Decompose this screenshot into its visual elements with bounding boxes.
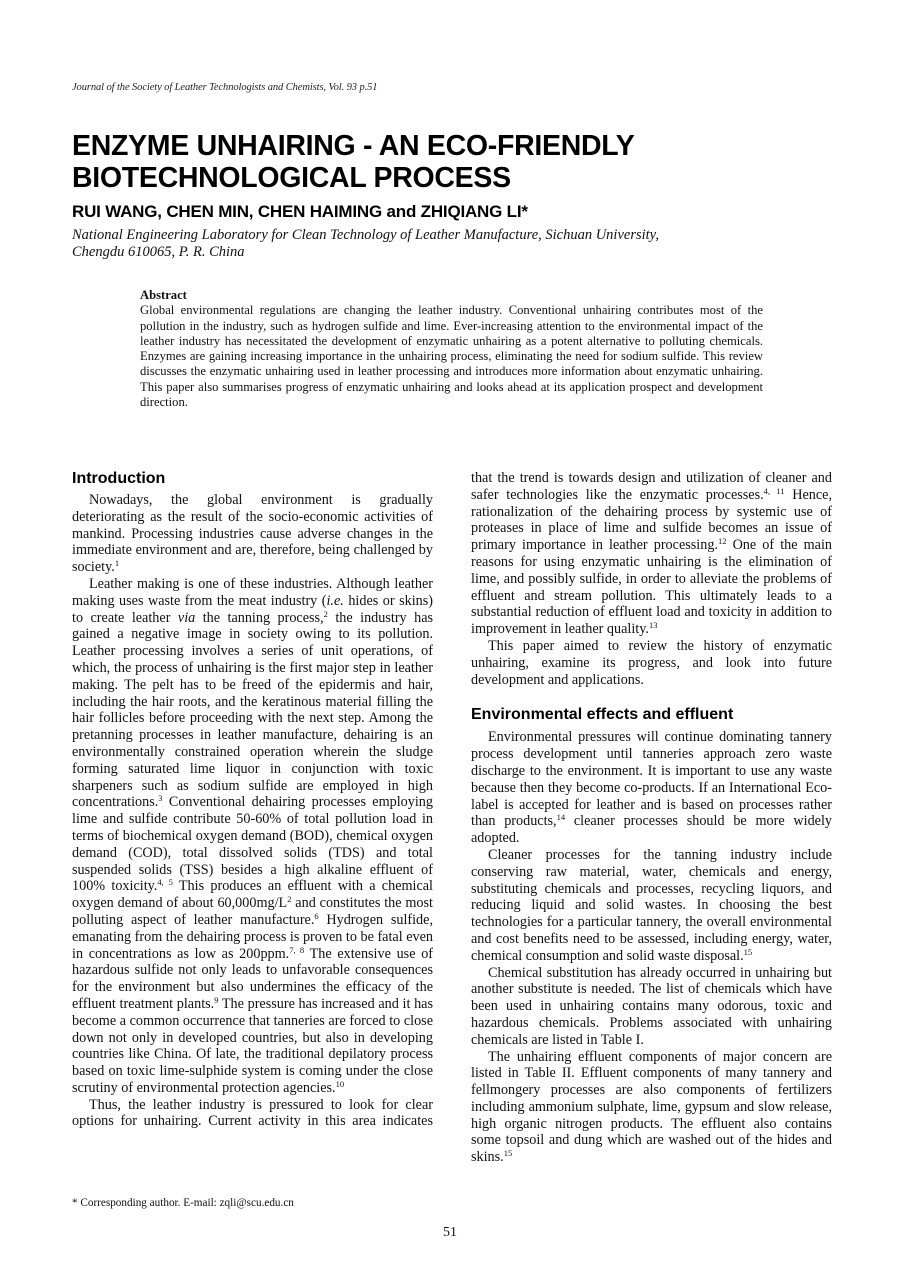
- citation: 2: [323, 608, 328, 619]
- intro-paragraph-2: Leather making is one of these industries. Although leather making uses waste from the meat industry (i.e. hides or skins) to create leather via the tanning process,$^2$ the industry has gained a negative image in society owing to its pollution. Leather processing involves a series of unit operations, of which, the process of unhairing is the first major step in leather making. The pelt has to be freed of the epidermis and hair, including the hair roots, and the keratinous material filling the hair follicles before proceeding with the next step. Among the pretanning processes in leather manufacture, dehairing is an environmentally constrained operation wherein the sludge forming saturated lime liquor in conjunction with toxic sharpeners such as sodium sulfide are employed in high concentrations.$^3$ Conventional dehairing processes employing lime and sulfide contribute 50-60% of total pollution load in terms of biochemical oxygen demand (BOD), chemical oxygen demand (COD), total dissolved solids (TDS) and total suspended solids (TSS) besides a high alkaline effluent of 100% toxicity.$^{4, 5}$ This produces an effluent with a chemical oxygen demand of about $60,000mg/L^2$ and constitutes the most polluting aspect of leather manufacture.$^6$ Hydrogen sulfide, emanating from the dehairing process is proven to be fatal even in concentrations as low as 200ppm.$^{7, 8}$ The extensive use of hazardous sulfide not only leads to unfavorable consequences for the environment but also undermines the efficacy of the effluent treatment plants.$^9$ The pressure has increased and it has become a common occurrence that tanneries are forced to close down not only in developed countries, but also in developing countries like China. Of late, the traditional depilatory process based on toxic lime-sulphide system is coming under the close scrutiny of environmental protection agencies.$^{10}$: [72, 575, 434, 1096]
- citation: 13: [648, 620, 658, 631]
- affiliation-line-1: National Engineering Laboratory for Clean Technology of Leather Manufacture, Sichuan University,: [72, 227, 659, 243]
- env-paragraph-1: Environmental pressures will continue dominating tannery process development until tanneries approach zero waste discharge to the environment. It is important to use any waste because then they become co-products. If an International Eco-label is accepted for leather and is based on processes rather than products,$^{14}$ cleaner processes should be more widely adopted.: [471, 729, 832, 847]
- citation: 3: [158, 793, 163, 804]
- citation: 12: [717, 536, 727, 547]
- citation: 4, 11: [763, 485, 785, 496]
- abstract: [140, 288, 763, 410]
- citation: 4, 5: [157, 877, 173, 888]
- left-column: [72, 469, 433, 1130]
- intro-paragraph-3-cont: that the trend is towards design and utilization of cleaner and safer technologies like the enzymatic processes.$^{4, 11}$ Hence, rationalization of the dehairing process by systemic use of proteases in place of lime and sulfide becomes an issue of primary importance in leather processing.$^{12}$ One of the main reasons for using enzymatic unhairing is the elimination of lime, and possibly sulfide, in order to alleviate the problems of effluent and stream pollution. This ultimately leads to a substantial reduction of effluent load and toxicity in addition to improvement in leather quality.$^{13}$: [471, 470, 833, 638]
- citation: 9: [214, 994, 219, 1005]
- citation: 6: [314, 910, 319, 921]
- page-number: 51: [443, 1225, 457, 1240]
- paper-title: [72, 130, 832, 194]
- intro-paragraph-4: This paper aimed to review the history of enzymatic unhairing, examine its progress, and look into future development and applications.: [471, 637, 832, 688]
- affiliation-line-2: Chengdu 610065, P. R. China: [72, 244, 245, 260]
- env-paragraph-4: The unhairing effluent components of major concern are listed in Table II. Effluent components of many tannery and fellmongery processes are also components of fertilizers including ammonium sulphate, lime, gypsum and slow release, high organic nitrogen products. The effluent also contains some topsoil and dung which are washed out of the hides and skins.$^{15}$: [471, 1048, 832, 1166]
- affiliation: [72, 227, 772, 261]
- abstract-heading: Abstract: [140, 288, 187, 302]
- citation: 14: [556, 812, 566, 823]
- intro-paragraph-3-start: Thus, the leather industry is pressured to look for clear options for unhairing. Current activity in this area indicates: [72, 1096, 433, 1130]
- citation: 10: [335, 1078, 345, 1089]
- citation: 2: [287, 894, 292, 905]
- running-head: Journal of the Society of Leather Technologists and Chemists, Vol. 93 p.51: [72, 82, 378, 93]
- title-line-2: BIOTECHNOLOGICAL PROCESS: [72, 162, 511, 194]
- citation: 1: [114, 558, 120, 569]
- author-list: RUI WANG, CHEN MIN, CHEN HAIMING and ZHIQIANG LI*: [72, 202, 528, 221]
- citation: 7, 8: [289, 944, 305, 955]
- corresponding-author-footnote: * Corresponding author. E-mail: zqli@scu.edu.cn: [72, 1197, 294, 1209]
- citation: 15: [503, 1148, 513, 1159]
- env-paragraph-3: Chemical substitution has already occurred in unhairing but another substitute is needed. The list of chemicals which have been used in unhairing contains many odorous, toxic and hazardous chemicals. Problems associated with unhairing chemicals are listed in Table I.: [471, 964, 832, 1048]
- title-line-1: ENZYME UNHAIRING - AN ECO-FRIENDLY: [72, 130, 635, 162]
- right-column: [471, 470, 832, 1166]
- env-paragraph-2: Cleaner processes for the tanning industry include conserving raw material, water, chemicals and energy, substituting chemicals and processes, recycling liquors, and reducing liquid and solid wastes. In choosing the best technologies for a particular tannery, the overall environmental and cost benefits need to be assessed, including energy, water, chemical consumption and solid waste disposal.$^{15}$: [471, 846, 832, 964]
- abstract-text: Global environmental regulations are changing the leather industry. Conventional unhairing contributes most of the pollution in the industry, such as hydrogen sulfide and lime. Ever-increasing attention to the environmental impact of the leather industry has necessitated the development of enzymatic unhairing as a potent alternative to polluting chemicals. Enzymes are gaining increasing importance in the unhairing process, eliminating the need for sodium sulfide. This review discusses the enzymatic unhairing used in leather processing and introduces more information about enzymatic unhairing. This paper also summarises progress of enzymatic unhairing and looks ahead at its application prospect and development direction.: [140, 303, 763, 410]
- intro-paragraph-1: Nowadays, the global environment is gradually deteriorating as the result of the socio-economic activities of mankind. Processing industries cause adverse changes in the immediate environment and are, therefore, being challenged by society.$^1$: [72, 492, 433, 576]
- section-heading-introduction: Introduction: [72, 470, 166, 487]
- section-heading-environmental: Environmental effects and effluent: [471, 706, 734, 724]
- citation: 15: [743, 946, 753, 957]
